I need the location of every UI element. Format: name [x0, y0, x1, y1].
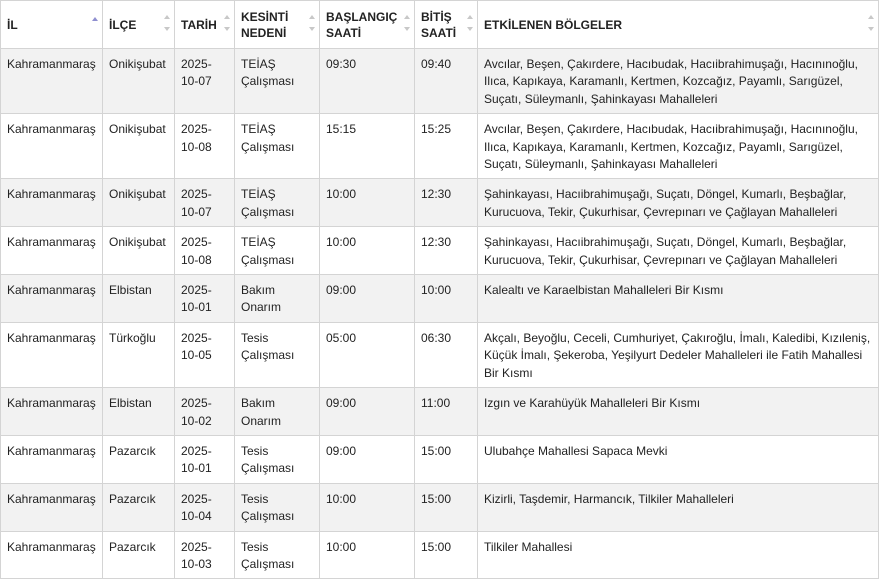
cell-bitis-saati: 15:00: [415, 435, 478, 483]
cell-kesinti-nedeni: TEİAŞ Çalışması: [235, 114, 320, 179]
cell-baslangic-saati: 10:00: [320, 531, 415, 579]
sort-icon[interactable]: [403, 15, 410, 31]
table-row: [1, 275, 879, 323]
cell-baslangic-saati: 09:00: [320, 388, 415, 436]
sort-icon[interactable]: [466, 15, 473, 31]
cell-baslangic-saati: 09:30: [320, 49, 415, 114]
cell-bitis-saati: 12:30: [415, 179, 478, 227]
sort-icon[interactable]: [867, 15, 874, 31]
sort-asc-icon[interactable]: [91, 17, 98, 23]
cell-bitis-saati: 10:00: [415, 275, 478, 323]
table-row: [1, 322, 879, 387]
table-row: [1, 227, 879, 275]
cell-kesinti-nedeni: Tesis Çalışması: [235, 483, 320, 531]
cell-etkilenen-bolgeler: Akçalı, Beyoğlu, Ceceli, Cumhuriyet, Çakıroğlu, İmalı, Kaledibi, Kızıleniş, Küçük İmalı, Şekeroba, Yeşilyurt Dedeler Mahalleleri ile Fatih Mahallesi Bir Kısmı: [478, 322, 879, 387]
column-header-label: BİTİŞ SAATİ: [421, 9, 457, 40]
cell-kesinti-nedeni: Tesis Çalışması: [235, 531, 320, 579]
cell-baslangic-saati: 05:00: [320, 322, 415, 387]
column-header-label: İLÇE: [109, 17, 137, 32]
cell-ilce: Onikişubat: [103, 179, 175, 227]
cell-tarih: 2025-10-08: [175, 227, 235, 275]
table-row: [1, 531, 879, 579]
column-header-label: TARİH: [181, 17, 217, 32]
cell-il: Kahramanmaraş: [1, 227, 103, 275]
cell-tarih: 2025-10-01: [175, 435, 235, 483]
column-header-il[interactable]: [1, 1, 103, 49]
cell-etkilenen-bolgeler: Avcılar, Beşen, Çakırdere, Hacıbudak, Hacıibrahimuşağı, Hacınınoğlu, Ilıca, Kapıkaya, Karamanlı, Kertmen, Kozcağız, Payamlı, Sarıgüzel, Suçatı, Süleymanlı, Şahinkayası Mahalleleri: [478, 49, 879, 114]
cell-tarih: 2025-10-01: [175, 275, 235, 323]
cell-ilce: Onikişubat: [103, 49, 175, 114]
cell-il: Kahramanmaraş: [1, 49, 103, 114]
table-row: [1, 49, 879, 114]
cell-baslangic-saati: 10:00: [320, 179, 415, 227]
table-row: [1, 435, 879, 483]
cell-ilce: Pazarcık: [103, 531, 175, 579]
column-header-label: ETKİLENEN BÖLGELER: [484, 17, 623, 32]
column-header-label: İL: [7, 17, 18, 32]
table-row: [1, 114, 879, 179]
cell-bitis-saati: 09:40: [415, 49, 478, 114]
cell-il: Kahramanmaraş: [1, 531, 103, 579]
cell-bitis-saati: 11:00: [415, 388, 478, 436]
cell-etkilenen-bolgeler: Kalealtı ve Karaelbistan Mahalleleri Bir Kısmı: [478, 275, 879, 323]
cell-bitis-saati: 12:30: [415, 227, 478, 275]
column-header-label: BAŞLANGIÇ SAATİ: [326, 9, 398, 40]
cell-tarih: 2025-10-04: [175, 483, 235, 531]
cell-etkilenen-bolgeler: Izgın ve Karahüyük Mahalleleri Bir Kısmı: [478, 388, 879, 436]
cell-bitis-saati: 15:00: [415, 483, 478, 531]
cell-etkilenen-bolgeler: Şahinkayası, Hacıibrahimuşağı, Suçatı, Döngel, Kumarlı, Beşbağlar, Kurucuova, Tekir, Çukurhisar, Çevrepınarı ve Çağlayan Mahalleleri: [478, 227, 879, 275]
column-header-label: KESİNTİ NEDENİ: [241, 9, 289, 40]
sort-icon[interactable]: [163, 15, 170, 31]
cell-ilce: Pazarcık: [103, 435, 175, 483]
cell-etkilenen-bolgeler: Kizirli, Taşdemir, Harmancık, Tilkiler Mahalleleri: [478, 483, 879, 531]
cell-baslangic-saati: 10:00: [320, 483, 415, 531]
cell-baslangic-saati: 15:15: [320, 114, 415, 179]
column-header-bitis-saati[interactable]: [415, 1, 478, 49]
cell-kesinti-nedeni: TEİAŞ Çalışması: [235, 49, 320, 114]
table-row: [1, 179, 879, 227]
cell-etkilenen-bolgeler: Avcılar, Beşen, Çakırdere, Hacıbudak, Hacıibrahimuşağı, Hacınınoğlu, Ilıca, Kapıkaya, Karamanlı, Kertmen, Kozcağız, Payamlı, Sarıgüzel, Suçatı, Süleymanlı, Şahinkayası Mahalleleri: [478, 114, 879, 179]
cell-bitis-saati: 06:30: [415, 322, 478, 387]
column-header-tarih[interactable]: [175, 1, 235, 49]
cell-ilce: Türkoğlu: [103, 322, 175, 387]
cell-il: Kahramanmaraş: [1, 435, 103, 483]
cell-il: Kahramanmaraş: [1, 275, 103, 323]
cell-kesinti-nedeni: TEİAŞ Çalışması: [235, 227, 320, 275]
cell-il: Kahramanmaraş: [1, 483, 103, 531]
cell-il: Kahramanmaraş: [1, 114, 103, 179]
cell-il: Kahramanmaraş: [1, 322, 103, 387]
cell-tarih: 2025-10-02: [175, 388, 235, 436]
column-header-kesinti-nedeni[interactable]: [235, 1, 320, 49]
cell-ilce: Elbistan: [103, 388, 175, 436]
column-header-etkilenen-bolgeler[interactable]: [478, 1, 879, 49]
table-row: [1, 483, 879, 531]
cell-kesinti-nedeni: TEİAŞ Çalışması: [235, 179, 320, 227]
cell-il: Kahramanmaraş: [1, 388, 103, 436]
cell-kesinti-nedeni: Tesis Çalışması: [235, 322, 320, 387]
cell-etkilenen-bolgeler: Ulubahçe Mahallesi Sapaca Mevki: [478, 435, 879, 483]
cell-ilce: Onikişubat: [103, 114, 175, 179]
column-header-baslangic-saati[interactable]: [320, 1, 415, 49]
cell-tarih: 2025-10-08: [175, 114, 235, 179]
cell-etkilenen-bolgeler: Tilkiler Mahallesi: [478, 531, 879, 579]
cell-tarih: 2025-10-07: [175, 179, 235, 227]
cell-ilce: Elbistan: [103, 275, 175, 323]
table-header-row: [1, 1, 879, 49]
cell-ilce: Onikişubat: [103, 227, 175, 275]
cell-bitis-saati: 15:25: [415, 114, 478, 179]
cell-tarih: 2025-10-03: [175, 531, 235, 579]
column-header-ilce[interactable]: [103, 1, 175, 49]
cell-kesinti-nedeni: Bakım Onarım: [235, 388, 320, 436]
cell-baslangic-saati: 09:00: [320, 435, 415, 483]
cell-kesinti-nedeni: Tesis Çalışması: [235, 435, 320, 483]
cell-ilce: Pazarcık: [103, 483, 175, 531]
cell-il: Kahramanmaraş: [1, 179, 103, 227]
sort-icon[interactable]: [223, 15, 230, 31]
cell-kesinti-nedeni: Bakım Onarım: [235, 275, 320, 323]
cell-baslangic-saati: 09:00: [320, 275, 415, 323]
cell-tarih: 2025-10-05: [175, 322, 235, 387]
table-row: [1, 388, 879, 436]
cell-etkilenen-bolgeler: Şahinkayası, Hacıibrahimuşağı, Suçatı, Döngel, Kumarlı, Beşbağlar, Kurucuova, Tekir, Çukurhisar, Çevrepınarı ve Çağlayan Mahalleleri: [478, 179, 879, 227]
cell-tarih: 2025-10-07: [175, 49, 235, 114]
cell-baslangic-saati: 10:00: [320, 227, 415, 275]
cell-bitis-saati: 15:00: [415, 531, 478, 579]
sort-icon[interactable]: [308, 15, 315, 31]
